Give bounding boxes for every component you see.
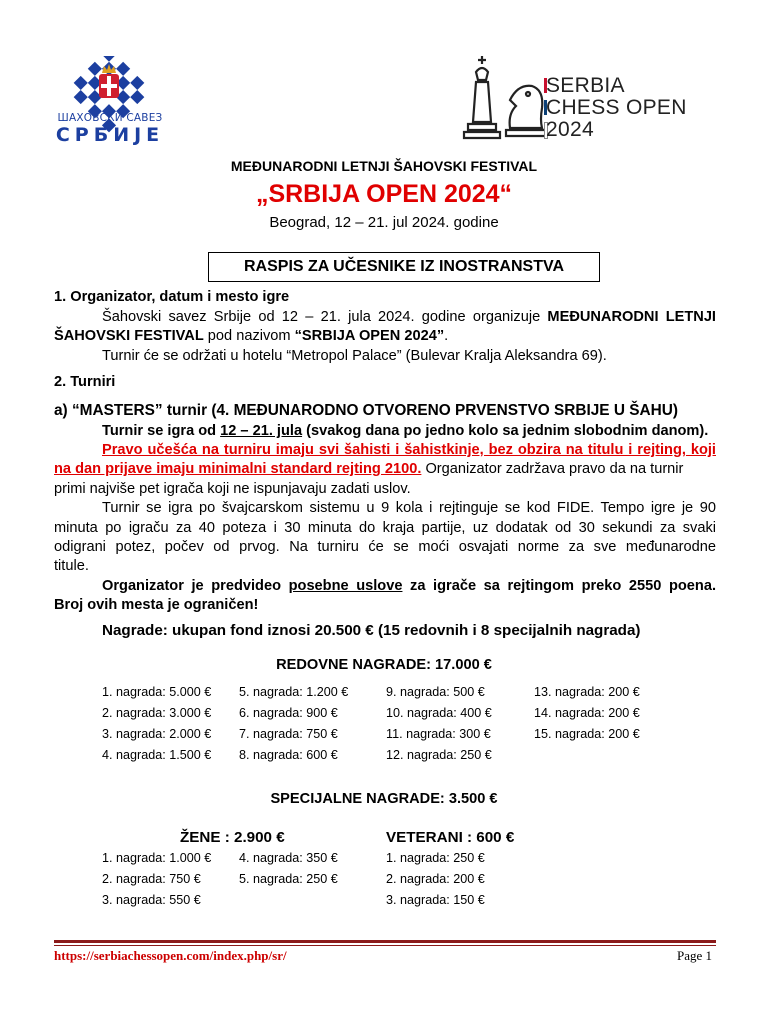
footer-link[interactable]: https://serbiachessopen.com/index.php/sr/ bbox=[54, 948, 287, 963]
prize-item: 11. nagrada: 300 € bbox=[386, 727, 491, 741]
system-line3: odigrani potez, počev od prvog. Na turniru će se moći osvajati norme za sve međunarodne bbox=[54, 539, 716, 555]
brand-line2: CHESS OPEN bbox=[546, 96, 687, 119]
federation-name-line1: ШАХОВСКИ САВЕЗ bbox=[57, 112, 163, 124]
page-number: Page 1 bbox=[676, 948, 712, 963]
prize-item: 7. nagrada: 750 € bbox=[239, 727, 338, 741]
prize-item: 5. nagrada: 250 € bbox=[239, 872, 338, 886]
veterans-prizes-heading: VETERANI : 600 € bbox=[386, 829, 515, 846]
eligibility-line2 bbox=[54, 461, 716, 477]
special-conditions-line2: Broj ovih mesta je ograničen! bbox=[54, 597, 259, 613]
prize-item: 8. nagrada: 600 € bbox=[239, 748, 338, 762]
prize-item: 1. nagrada: 250 € bbox=[386, 851, 485, 865]
tournament-dates bbox=[102, 423, 764, 439]
text-run-bold: “SRBIJA OPEN 2024” bbox=[294, 328, 445, 344]
brand-line1: SERBIA bbox=[546, 74, 625, 97]
chess-pieces-logo bbox=[454, 52, 554, 144]
text-run: . bbox=[444, 328, 449, 344]
prize-item: 1. nagrada: 1.000 € bbox=[102, 851, 212, 865]
prize-item: 4. nagrada: 350 € bbox=[239, 851, 338, 865]
document-title-box: RASPIS ZA UČESNIKE IZ INOSTRANSTVA bbox=[208, 252, 600, 282]
prize-item: 14. nagrada: 200 € bbox=[534, 706, 640, 720]
prize-item: 3. nagrada: 150 € bbox=[386, 893, 485, 907]
prize-item: 10. nagrada: 400 € bbox=[386, 706, 492, 720]
system-line4: titule. bbox=[54, 558, 89, 574]
section2-heading: 2. Turniri bbox=[54, 374, 116, 390]
text-run: Turnir se igra od bbox=[102, 423, 221, 439]
text-run-bold: ŠAHOVSKI FESTIVAL bbox=[54, 328, 204, 344]
eligibility-line1: Pravo učešća na turniru imaju svi šahisti i šahistkinje, bez obzira na titulu i rejting, koji bbox=[102, 442, 716, 458]
festival-title: MEĐUNARODNI LETNJI ŠAHOVSKI FESTIVAL bbox=[230, 158, 538, 174]
system-line2: minuta po igraču za 40 poteza i 30 minuta do kraja partije, uz dodatak od 30 sekundi za svaki bbox=[54, 520, 716, 536]
prize-item: 13. nagrada: 200 € bbox=[534, 685, 640, 699]
text-run: a) “MASTERS” turnir ( bbox=[54, 402, 217, 419]
brand-line3: 2024 bbox=[546, 118, 594, 141]
section1-line1 bbox=[102, 309, 716, 325]
prize-item: 1. nagrada: 5.000 € bbox=[102, 685, 212, 699]
text-run-bold: MEĐUNARODNI LETNJI bbox=[547, 309, 716, 325]
special-prizes-heading: SPECIJALNE NAGRADE: 3.500 € bbox=[270, 791, 498, 807]
prize-item: 9. nagrada: 500 € bbox=[386, 685, 485, 699]
footer-rule-thin bbox=[54, 945, 716, 946]
text-run: Organizator zadržava pravo da na turnir bbox=[421, 461, 684, 477]
eligibility-line3: primi najviše pet igrača koji ne ispunjavaju zadati uslov. bbox=[54, 481, 411, 497]
prize-item: 2. nagrada: 750 € bbox=[102, 872, 201, 886]
prize-item: 2. nagrada: 3.000 € bbox=[102, 706, 212, 720]
masters-heading bbox=[54, 402, 716, 420]
federation-name-line2: СРБИЈЕ bbox=[55, 124, 165, 146]
text-run: Organizator je predvideo bbox=[102, 578, 289, 594]
section1-line3: Turnir će se održati u hotelu “Metropol Palace” (Bulevar Kralja Aleksandra 69). bbox=[102, 348, 607, 364]
footer-rule bbox=[54, 940, 716, 943]
prize-item: 6. nagrada: 900 € bbox=[239, 706, 338, 720]
text-run-underlined: 12 – 21. jula bbox=[220, 423, 303, 439]
place-date: Beograd, 12 – 21. jul 2024. godine bbox=[269, 214, 499, 231]
text-run: za igrače sa rejtingom preko 2550 poena. bbox=[402, 578, 716, 594]
prize-item: 3. nagrada: 550 € bbox=[102, 893, 201, 907]
regular-prizes-heading: REDOVNE NAGRADE: 17.000 € bbox=[276, 657, 492, 673]
section1-line2 bbox=[54, 328, 716, 344]
text-run-underlined: posebne uslove bbox=[288, 578, 403, 594]
text-run: (svakog dana po jedno kolo sa jednim slobodnim danom). bbox=[302, 423, 709, 439]
women-prizes-heading: ŽENE : 2.900 € bbox=[180, 829, 285, 846]
system-line1: Turnir se igra po švajcarskom sistemu u 9 kola i rejtinguje se kod FIDE. Tempo igre je 90 bbox=[102, 500, 716, 516]
prize-item: 12. nagrada: 250 € bbox=[386, 748, 492, 762]
prize-fund: Nagrade: ukupan fond iznosi 20.500 € (15 redovnih i 8 specijalnih nagrada) bbox=[102, 622, 641, 639]
section1-heading: 1. Organizator, datum i mesto igre bbox=[54, 289, 290, 305]
special-conditions-line1 bbox=[102, 578, 716, 594]
prize-item: 5. nagrada: 1.200 € bbox=[239, 685, 349, 699]
text-run: 4. MEĐUNARODNO OTVORENO PRVENSTVO SRBIJE U ŠAHU) bbox=[216, 402, 678, 419]
prize-item: 2. nagrada: 200 € bbox=[386, 872, 485, 886]
prize-item: 4. nagrada: 1.500 € bbox=[102, 748, 212, 762]
prize-item: 3. nagrada: 2.000 € bbox=[102, 727, 212, 741]
text-run: pod nazivom bbox=[203, 328, 295, 344]
text-run-red: na dan prijave imaju minimalni standard rejting 2100. bbox=[54, 461, 422, 477]
text-run: Šahovski savez Srbije od 12 – 21. jula 2024. godine organizuje bbox=[102, 309, 548, 325]
tournament-name: „SRBIJA OPEN 2024“ bbox=[255, 180, 513, 208]
prize-item: 15. nagrada: 200 € bbox=[534, 727, 640, 741]
